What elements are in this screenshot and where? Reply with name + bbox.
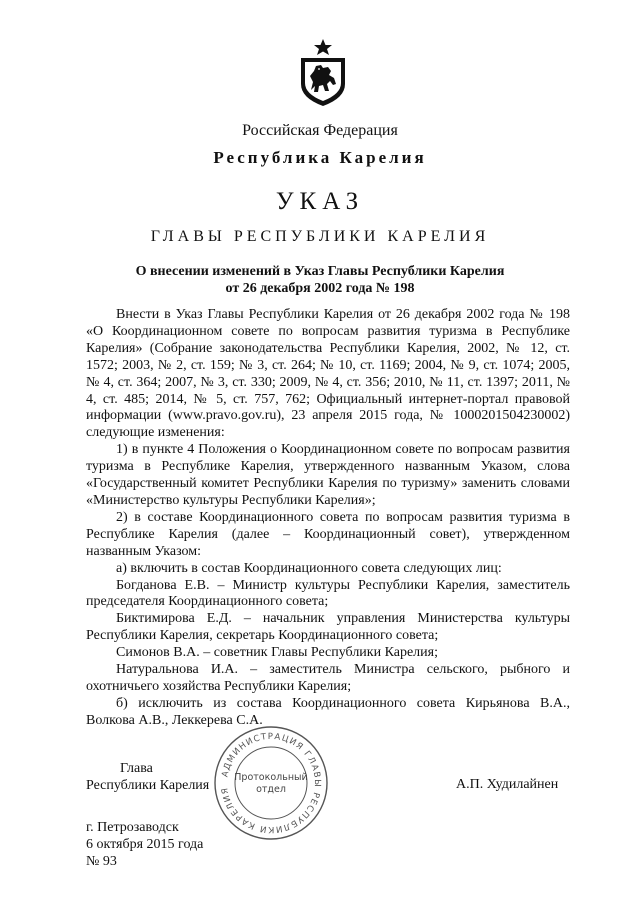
body-paragraph: Внести в Указ Главы Республики Карелия от 26 декабря 2002 года № 198 «О Координационном совете по вопросам развития туризма в Республике Карелия» (Собрание законодательства Республики Карелия, 2002, № 12, ст. 1572; 2003, № 2, ст. 159; № 3, ст. 264; № 10, ст. 1169; 2004, № 9, ст. 1074; 2005, № 4, ст. 364; 2007, № 3, ст. 330; 2009, № 4, ст. 356; 2010, № 11, ст. 1397; 2011, № 4, ст. 485; 2014, № 5, ст. 757, 762; Официальный интернет-портал правовой информации (www.pravo.gov.ru), 23 апреля 2015 года, № 1000201504230002) следующие изменения: <box>86 307 570 441</box>
signer-title <box>86 760 209 794</box>
document-subject <box>0 263 640 297</box>
issue-city: г. Петрозаводск <box>86 820 179 835</box>
issue-date: 6 октября 2015 года <box>86 837 204 852</box>
document-footer <box>86 819 203 870</box>
body-paragraph: а) включить в состав Координационного совета следующих лиц: <box>116 560 502 576</box>
document-type: УКАЗ <box>275 188 365 215</box>
official-stamp <box>212 724 330 842</box>
document-body <box>86 307 570 730</box>
body-paragraph: 2) в составе Координационного совета по вопросам развития туризма в Республике Карелия (далее – Координационный совет), утвержденном названным Указом: <box>86 509 570 559</box>
karelia-coat-of-arms-icon <box>296 38 350 108</box>
issuer-title: ГЛАВЫ РЕСПУБЛИКИ КАРЕЛИЯ <box>150 228 490 245</box>
document-number: № 93 <box>86 854 117 869</box>
body-paragraph: Симонов В.А. – советник Главы Республики Карелия; <box>116 645 438 661</box>
republic-name: Республика Карелия <box>213 148 427 167</box>
body-paragraph: б) исключить из состава Координационного совета Кирьянова В.А., Волкова А.В., Леккерева С.А. <box>86 695 570 728</box>
signer-title-line: Республики Карелия <box>86 778 210 793</box>
stamp-center-text: отдел <box>256 784 286 795</box>
body-paragraph: Богданова Е.В. – Министр культуры Республики Карелия, заместитель председателя Координационного совета; <box>86 577 570 610</box>
stamp-ring-text: АДМИНИСТРАЦИЯ ГЛАВЫ РЕСПУБЛИКИ КАРЕЛИЯ <box>220 731 323 835</box>
signer-name: А.П. Худилайнен <box>456 777 559 792</box>
subject-line: О внесении изменений в Указ Главы Республики Карелия <box>135 264 505 279</box>
stamp-center-text: Протокольный <box>234 772 308 783</box>
body-paragraph: Биктимирова Е.Д. – начальник управления Министерства культуры Республики Карелия, секретарь Координационного совета; <box>86 611 570 644</box>
body-paragraph: 1) в пункте 4 Положения о Координационном совете по вопросам развития туризма в Республике Карелия, утвержденного названным Указом, слова «Государственный комитет Республики Карелия по туризму» заменить словами «Министерство культуры Республики Карелия»; <box>86 442 570 508</box>
body-paragraph: Натуральнова И.А. – заместитель Министра сельского, рыбного и охотничьего хозяйства Республики Карелия; <box>86 662 570 694</box>
signer-title-line: Глава <box>120 761 153 776</box>
country-name: Российская Федерация <box>242 122 398 139</box>
subject-line: от 26 декабря 2002 года № 198 <box>225 281 415 296</box>
